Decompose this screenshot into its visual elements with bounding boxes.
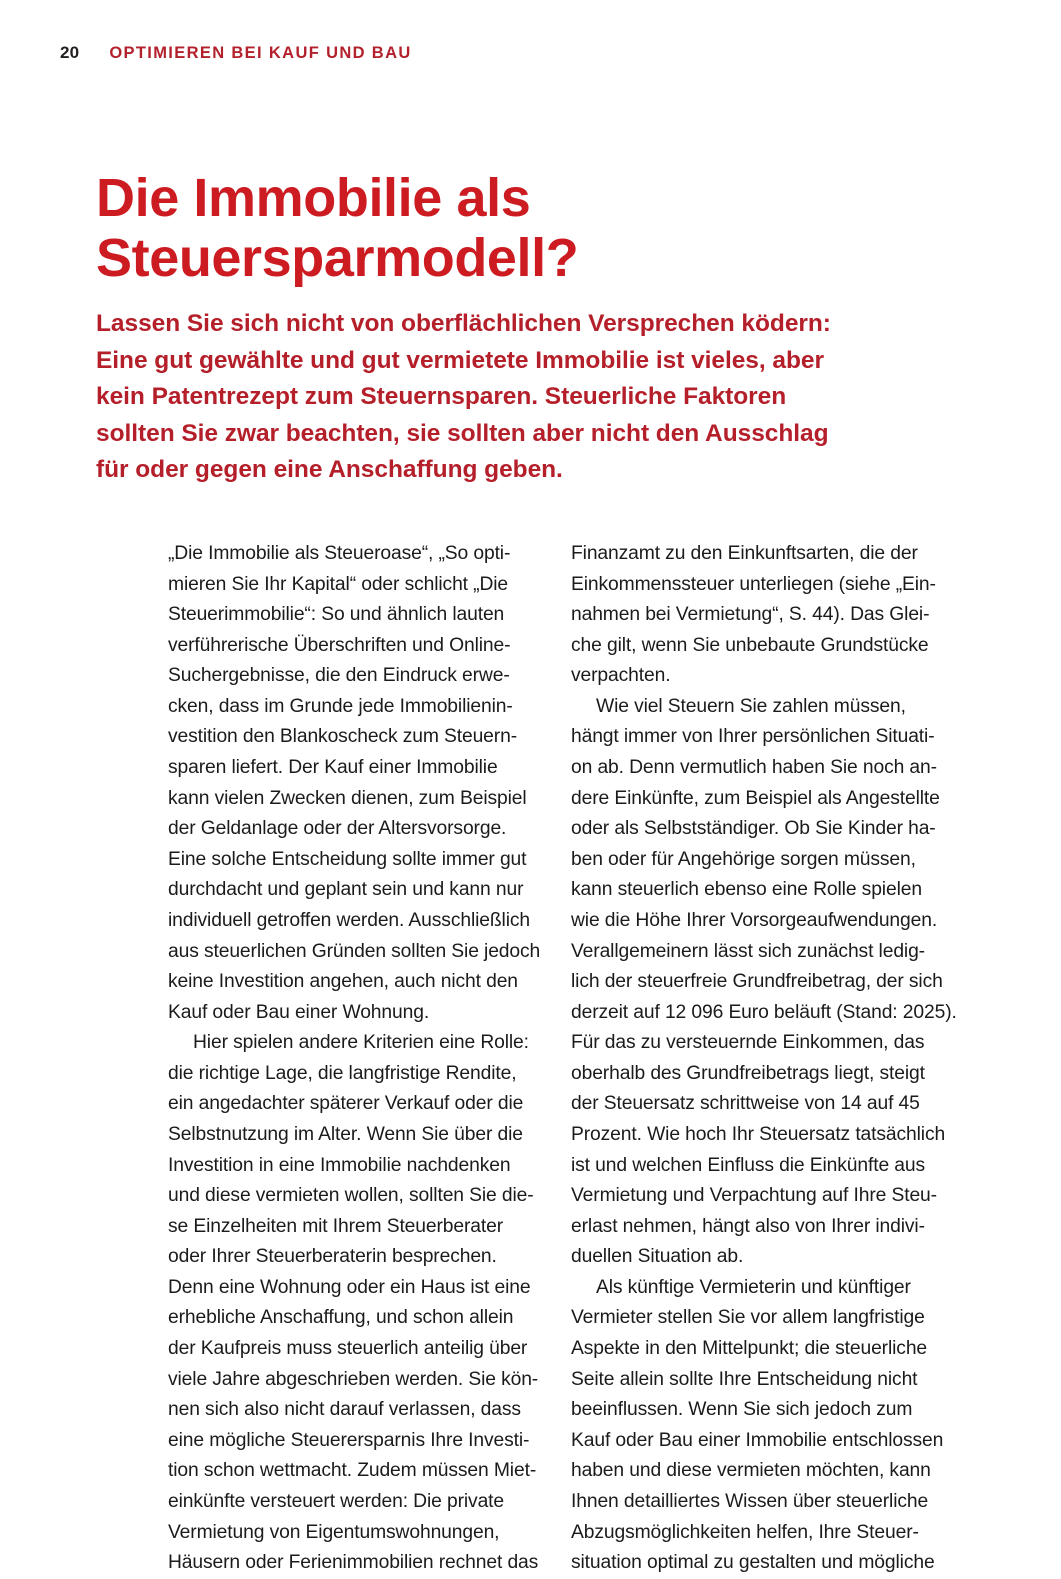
text-line: se Einzelheiten mit Ihrem Steuerberater <box>168 1215 504 1237</box>
text-line: hängt immer von Ihrer persönlichen Situati- <box>571 726 935 748</box>
running-head-title: OPTIMIEREN BEI KAUF UND BAU <box>109 44 412 62</box>
deck-line-2: Eine gut gewählte und gut vermietete Immobilie ist vieles, aber <box>96 346 824 374</box>
text-line: mieren Sie Ihr Kapital“ oder schlicht „Die <box>168 573 509 595</box>
text-line: erhebliche Anschaffung, und schon allein <box>168 1307 514 1329</box>
text-line: viele Jahre abgeschrieben werden. Sie kön- <box>168 1368 539 1390</box>
article-deck <box>96 306 886 489</box>
headline-line-2: Steuersparmodell? <box>96 228 579 289</box>
text-line: cken, dass im Grunde jede Immobilienin- <box>168 695 513 717</box>
text-line: dere Einkünfte, zum Beispiel als Angestellte <box>571 787 940 809</box>
text-line: kann steuerlich ebenso eine Rolle spielen <box>571 879 922 901</box>
headline-line-1: Die Immobilie als <box>96 168 531 228</box>
text-line: Für das zu versteuernde Einkommen, das <box>571 1032 925 1054</box>
text-line: verpachten. <box>571 665 671 687</box>
text-line: individuell getroffen werden. Ausschließlich <box>168 909 530 931</box>
body-column-right <box>571 539 957 1574</box>
text-line: tion schon wettmacht. Zudem müssen Miet- <box>168 1460 537 1482</box>
text-line: situation optimal zu gestalten und mögliche <box>571 1552 935 1574</box>
text-line: Steuerimmobilie“: So und ähnlich lauten <box>168 604 505 626</box>
text-line: Aspekte in den Mittelpunkt; die steuerliche <box>571 1338 928 1360</box>
text-line: duellen Situation ab. <box>571 1246 744 1268</box>
text-line: Ihnen detailliertes Wissen über steuerliche <box>571 1490 929 1512</box>
text-line: Selbstnutzung im Alter. Wenn Sie über die <box>168 1123 523 1145</box>
text-line: aus steuerlichen Gründen sollten Sie jedoch <box>168 940 541 962</box>
text-line: Investition in eine Immobilie nachdenken <box>168 1154 511 1176</box>
text-line: nen sich also nicht darauf verlassen, dass <box>168 1399 521 1421</box>
text-line: eine mögliche Steuerersparnis Ihre Investi- <box>168 1429 530 1451</box>
text-line: Einkommenssteuer unterliegen (siehe „Ein- <box>571 573 936 595</box>
text-line: oder Ihrer Steuerberaterin besprechen. <box>168 1246 497 1268</box>
text-line: „Die Immobilie als Steueroase“, „So opti- <box>168 543 511 564</box>
text-line: der Kaufpreis muss steuerlich anteilig über <box>168 1338 528 1360</box>
text-line: ist und welchen Einfluss die Einkünfte aus <box>571 1154 926 1176</box>
text-line: Kauf oder Bau einer Wohnung. <box>168 1001 430 1023</box>
text-line: durchdacht und geplant sein und kann nur <box>168 879 524 901</box>
text-line: Hier spielen andere Kriterien eine Rolle: <box>193 1032 529 1054</box>
text-line: haben und diese vermieten möchten, kann <box>571 1460 931 1482</box>
text-line: on ab. Denn vermutlich haben Sie noch an- <box>571 757 937 779</box>
text-line: nahmen bei Vermietung“, S. 44). Das Glei- <box>571 604 930 626</box>
deck-line-4: sollten Sie zwar beachten, sie sollten aber nicht den Ausschlag <box>96 419 829 447</box>
text-line: der Steuersatz schrittweise von 14 auf 45 <box>571 1093 920 1115</box>
paragraph <box>168 539 541 1028</box>
text-line: Vermietung von Eigentumswohnungen, <box>168 1521 500 1543</box>
text-line: derzeit auf 12 096 Euro beläuft (Stand: 2025). <box>571 1001 957 1023</box>
text-line: Häusern oder Ferienimmobilien rechnet das <box>168 1552 539 1574</box>
text-line: ben oder für Angehörige sorgen müssen, <box>571 848 916 870</box>
paragraph <box>571 1273 944 1579</box>
text-line: und diese vermieten wollen, sollten Sie die- <box>168 1185 534 1207</box>
text-line: Suchergebnisse, die den Eindruck erwe- <box>168 665 510 687</box>
text-line: einkünfte versteuert werden: Die private <box>168 1490 505 1512</box>
text-line: lich der steuerfreie Grundfreibetrag, der sich <box>571 971 943 993</box>
text-line: Wie viel Steuern Sie zahlen müssen, <box>596 695 906 717</box>
text-line: oder als Selbstständiger. Ob Sie Kinder ha- <box>571 818 936 840</box>
text-line: vestition den Blankoscheck zum Steuern- <box>168 726 517 748</box>
text-line: Verallgemeinern lässt sich zunächst ledig- <box>571 940 925 962</box>
text-line: Prozent. Wie hoch Ihr Steuersatz tatsächlich <box>571 1123 946 1145</box>
page-number: 20 <box>60 43 80 62</box>
text-line: Vermietung und Verpachtung auf Ihre Steu- <box>571 1185 937 1207</box>
text-line: Kauf oder Bau einer Immobilie entschlossen <box>571 1429 944 1451</box>
text-line: Abzugsmöglichkeiten helfen, Ihre Steuer- <box>571 1521 919 1543</box>
paragraph <box>571 692 957 1273</box>
paragraph <box>571 539 936 692</box>
paragraph <box>168 1028 539 1578</box>
deck-line-3: kein Patentrezept zum Steuernsparen. Steuerliche Faktoren <box>96 383 787 410</box>
text-line: Als künftige Vermieterin und künftiger <box>596 1276 911 1298</box>
text-line: Finanzamt zu den Einkunftsarten, die der <box>571 543 918 564</box>
body-columns <box>168 539 957 1574</box>
text-line: keine Investition angehen, auch nicht den <box>168 971 518 993</box>
text-line: erlast nehmen, hängt also von Ihrer indivi- <box>571 1215 925 1237</box>
body-column-left <box>168 539 541 1574</box>
text-line: kann vielen Zwecken dienen, zum Beispiel <box>168 787 527 809</box>
text-line: sparen liefert. Der Kauf einer Immobilie <box>168 757 498 779</box>
deck-line-5: für oder gegen eine Anschaffung geben. <box>96 456 563 483</box>
text-line: Eine solche Entscheidung sollte immer gut <box>168 848 527 870</box>
text-line: beeinflussen. Wenn Sie sich jedoch zum <box>571 1399 913 1421</box>
text-line: Seite allein sollte Ihre Entscheidung nicht <box>571 1368 918 1390</box>
page-title <box>96 168 916 288</box>
running-head <box>60 44 1001 68</box>
text-line: ein angedachter späterer Verkauf oder die <box>168 1093 524 1115</box>
text-line: Denn eine Wohnung oder ein Haus ist eine <box>168 1276 531 1298</box>
text-line: verführerische Überschriften und Online- <box>168 634 511 656</box>
text-line: wie die Höhe Ihrer Vorsorgeaufwendungen. <box>571 909 938 931</box>
text-line: Vermieter stellen Sie vor allem langfristige <box>571 1307 925 1329</box>
deck-line-1: Lassen Sie sich nicht von oberflächlichen Versprechen ködern: <box>96 310 831 337</box>
text-line: oberhalb des Grundfreibetrags liegt, steigt <box>571 1062 925 1084</box>
text-line: che gilt, wenn Sie unbebaute Grundstücke <box>571 634 929 656</box>
text-line: der Geldanlage oder der Altersvorsorge. <box>168 818 507 840</box>
text-line: die richtige Lage, die langfristige Rendite, <box>168 1062 517 1084</box>
